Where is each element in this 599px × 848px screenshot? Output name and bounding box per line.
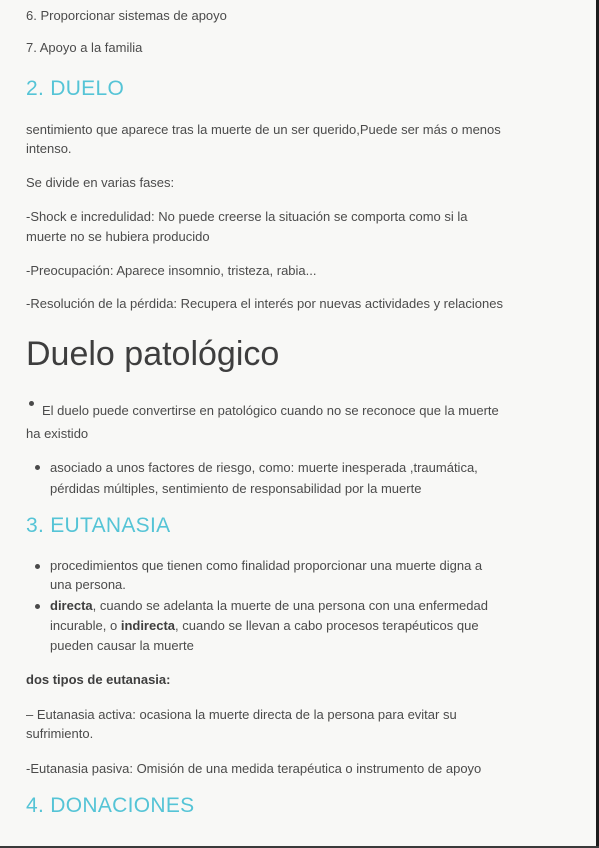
tipos-eutanasia-heading: dos tipos de eutanasia: (26, 672, 171, 687)
eutanasia-bullet2-pre: incurable, o (50, 618, 121, 633)
eutanasia-bullet1-line1: procedimientos que tienen como finalidad proporcionar una muerte digna a (50, 558, 483, 573)
eutanasia-bullet2-line3: pueden causar la muerte (50, 638, 194, 653)
patologico-paragraph-line1: El duelo puede convertirse en patológico cuando no se reconoce que la muerte (42, 403, 499, 418)
bullet-icon (35, 564, 40, 569)
fase-shock-line2: muerte no se hubiera producido (26, 229, 210, 244)
section-heading-eutanasia: 3. EUTANASIA (26, 514, 171, 537)
patologico-bullet-line2: pérdidas múltiples, sentimiento de responsabilidad por la muerte (50, 481, 422, 496)
section-heading-duelo: 2. DUELO (26, 77, 125, 100)
fase-resolucion: -Resolución de la pérdida: Recupera el interés por nuevas actividades y relaciones (26, 296, 503, 311)
eutanasia-bullet2-line1 (50, 596, 488, 616)
bullet-icon (35, 604, 40, 609)
bullet-icon (29, 401, 34, 406)
eutanasia-activa-line2: sufrimiento. (26, 726, 94, 741)
eutanasia-bullet2-line2 (50, 616, 479, 636)
bullet-icon (35, 465, 40, 470)
eutanasia-bullet2-post: , cuando se llevan a cabo procesos terapéuticos que (175, 618, 479, 633)
duelo-fases-intro: Se divide en varias fases: (26, 175, 175, 190)
patologico-bullet-line1: asociado a unos factores de riesgo, como: muerte inesperada ,traumática, (50, 460, 478, 475)
duelo-definition-line1: sentimiento que aparece tras la muerte de un ser querido,Puede ser más o menos (26, 122, 501, 137)
list-item-6: 6. Proporcionar sistemas de apoyo (26, 8, 227, 23)
section-heading-donaciones: 4. DONACIONES (26, 794, 195, 817)
eutanasia-bullet1-line2: una persona. (50, 577, 126, 592)
eutanasia-bullet2-text: , cuando se adelanta la muerte de una persona con una enfermedad (92, 598, 488, 613)
term-indirecta: indirecta (120, 618, 176, 633)
duelo-definition-line2: intenso. (26, 141, 72, 156)
section-heading-duelo-patologico: Duelo patológico (26, 335, 280, 373)
list-item-7: 7. Apoyo a la familia (26, 40, 143, 55)
eutanasia-pasiva: -Eutanasia pasiva: Omisión de una medida terapéutica o instrumento de apoyo (26, 761, 482, 776)
fase-shock-line1: -Shock e incredulidad: No puede creerse la situación se comporta como si la (26, 209, 468, 224)
term-directa: directa (50, 598, 93, 613)
eutanasia-activa-line1: – Eutanasia activa: ocasiona la muerte directa de la persona para evitar su (26, 707, 457, 722)
patologico-paragraph-line2: ha existido (26, 426, 89, 441)
fase-preocupacion: -Preocupación: Aparece insomnio, tristeza, rabia... (26, 263, 317, 278)
